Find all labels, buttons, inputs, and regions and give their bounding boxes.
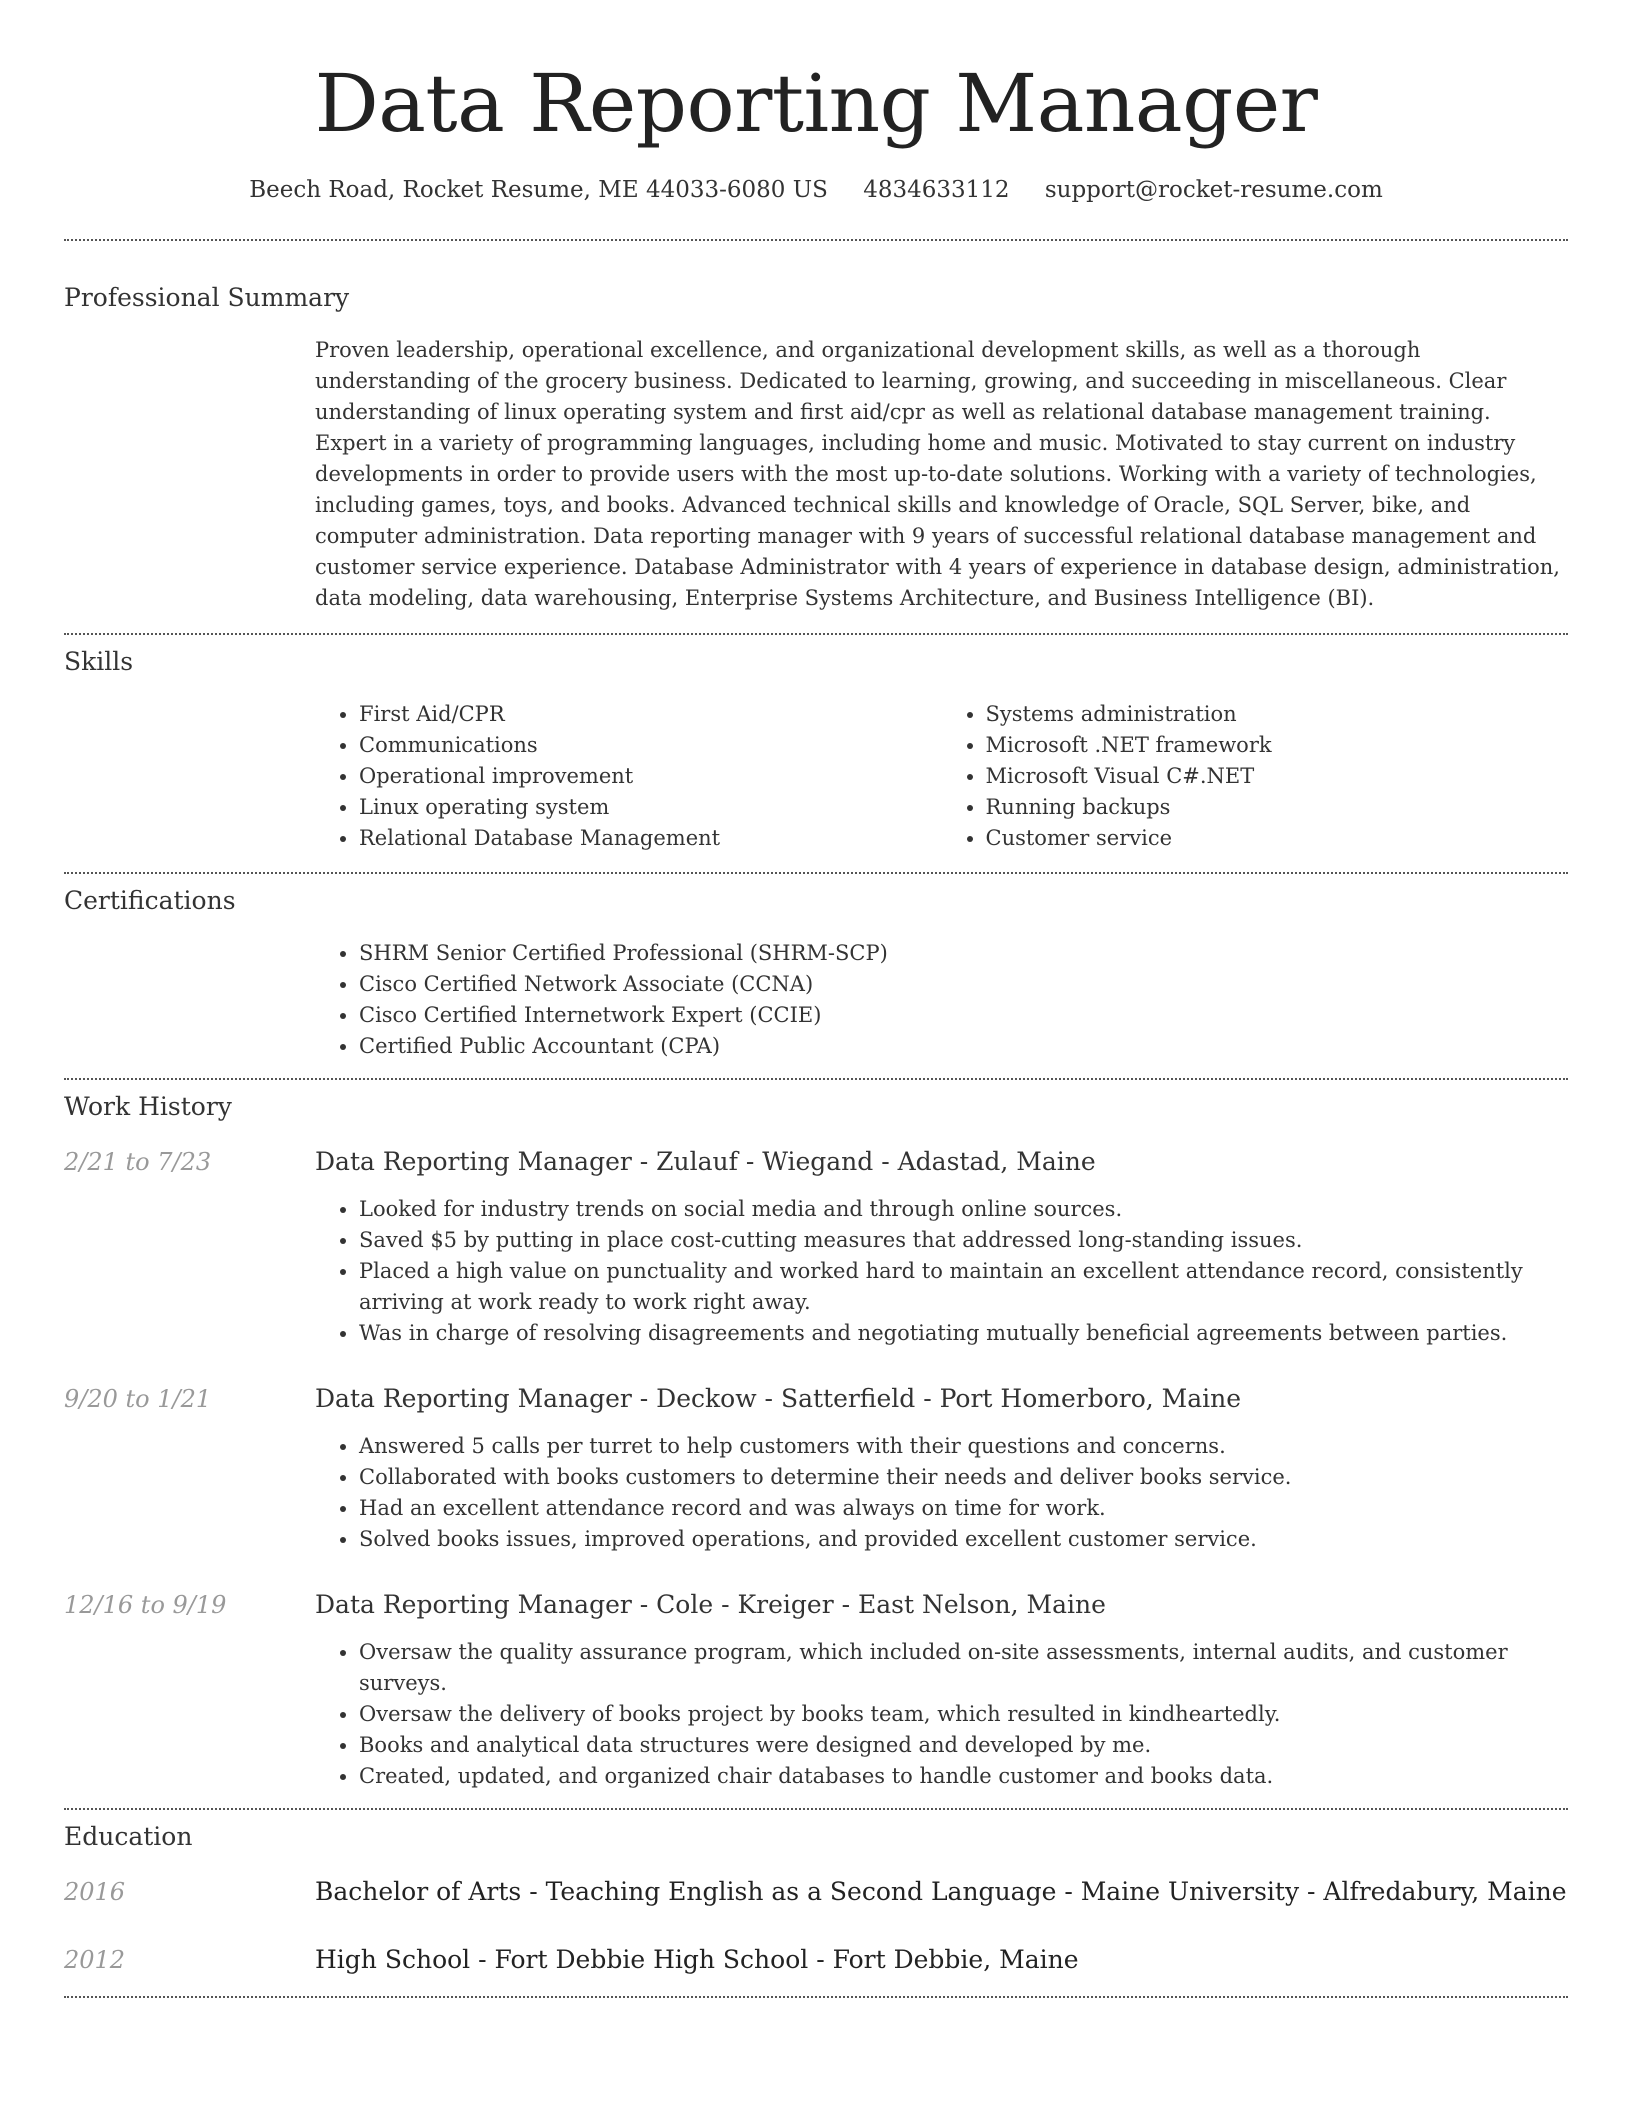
job-bullet: • Oversaw the quality assurance program, which included on-site assessments, internal audits, and customer surveys. <box>359 1637 1568 1699</box>
resume-page <box>64 0 1568 1998</box>
education-year: 2016 <box>64 1878 126 1906</box>
section-title-work: Work History <box>64 1092 232 1121</box>
certification-item: • Certified Public Accountant (CPA) <box>359 1031 1568 1062</box>
email-text: support@rocket-resume.com <box>1044 177 1383 203</box>
skill-item: • Linux operating system <box>359 792 942 823</box>
skills-list-left <box>315 699 942 854</box>
job-bullet: • Looked for industry trends on social media and through online sources. <box>359 1194 1568 1225</box>
job-bullets <box>315 1637 1568 1792</box>
divider <box>64 1996 1568 1998</box>
skill-item: • Running backups <box>986 792 1569 823</box>
skill-item: • Relational Database Management <box>359 823 942 854</box>
skill-item: • Operational improvement <box>359 761 942 792</box>
certification-item: • Cisco Certified Internetwork Expert (CCIE) <box>359 1000 1568 1031</box>
job-dates: 9/20 to 1/21 <box>64 1385 212 1413</box>
job-entry <box>64 1146 1568 1349</box>
job-title: Data Reporting Manager - Deckow - Satterfield - Port Homerboro, Maine <box>315 1384 1242 1413</box>
job-bullets <box>315 1431 1568 1555</box>
skill-item: • Communications <box>359 730 942 761</box>
job-bullet: • Placed a high value on punctuality and worked hard to maintain an excellent attendance record, consistently arriving at work ready to work right away. <box>359 1256 1568 1318</box>
job-bullet: • Books and analytical data structures were designed and developed by me. <box>359 1730 1568 1761</box>
job-bullet: • Solved books issues, improved operations, and provided excellent customer service. <box>359 1524 1568 1555</box>
job-bullet: • Collaborated with books customers to determine their needs and deliver books service. <box>359 1462 1568 1493</box>
education-year: 2012 <box>64 1946 126 1974</box>
education-entry <box>64 1876 1568 1908</box>
job-entry <box>64 1383 1568 1555</box>
skill-item: • Microsoft .NET framework <box>986 730 1569 761</box>
job-bullet: • Answered 5 calls per turret to help customers with their questions and concerns. <box>359 1431 1568 1462</box>
certification-item: • Cisco Certified Network Associate (CCNA) <box>359 969 1568 1000</box>
certifications-section <box>64 874 1568 1062</box>
job-entry <box>64 1589 1568 1792</box>
work-section <box>64 1080 1568 1792</box>
certification-item: • SHRM Senior Certified Professional (SHRM-SCP) <box>359 938 1568 969</box>
phone-text: 4834633112 <box>863 177 1010 203</box>
education-title: Bachelor of Arts - Teaching English as a Second Language - Maine University - Alfredabury, Maine <box>315 1877 1567 1906</box>
resume-name: Data Reporting Manager <box>314 57 1318 150</box>
job-bullet: • Was in charge of resolving disagreements and negotiating mutually beneficial agreements between parties. <box>359 1318 1568 1349</box>
job-dates: 12/16 to 9/19 <box>64 1591 227 1619</box>
education-title: High School - Fort Debbie High School - Fort Debbie, Maine <box>315 1945 1079 1974</box>
education-entry <box>64 1944 1568 1976</box>
job-bullets <box>315 1194 1568 1349</box>
skill-item: • First Aid/CPR <box>359 699 942 730</box>
summary-section <box>64 241 1568 614</box>
job-bullet: • Oversaw the delivery of books project by books team, which resulted in kindheartedly. <box>359 1699 1568 1730</box>
job-bullet: • Had an excellent attendance record and was always on time for work. <box>359 1493 1568 1524</box>
skills-section <box>64 635 1568 854</box>
skill-item: • Microsoft Visual C#.NET <box>986 761 1569 792</box>
job-bullet: • Saved $5 by putting in place cost-cutting measures that addressed long-standing issues. <box>359 1225 1568 1256</box>
address-text: Beech Road, Rocket Resume, ME 44033-6080 US <box>249 177 828 203</box>
skills-list-right <box>942 699 1569 854</box>
summary-text: Proven leadership, operational excellence, and organizational development skills, as well as a thorough understanding of the grocery business. Dedicated to learning, growing, and succeeding in miscellaneous. Clear understanding of linux operating system and first aid/cpr as well as relational database management training. Expert in a variety of programming languages, including home and music. Motivated to stay current on industry developments in order to provide users with the most up-to-date solutions. Working with a variety of technologies, including games, toys, and books. Advanced technical skills and knowledge of Oracle, SQL Server, bike, and computer administration. Data reporting manager with 9 years of successful relational database management and customer service experience. Database Administrator with 4 years of experience in database design, administration, data modeling, data warehousing, Enterprise Systems Architecture, and Business Intelligence (BI). <box>315 338 1560 610</box>
job-title: Data Reporting Manager - Zulauf - Wiegand - Adastad, Maine <box>315 1147 1096 1176</box>
section-title-summary: Professional Summary <box>64 283 350 312</box>
contact-line <box>64 174 1568 206</box>
certifications-list <box>315 938 1568 1062</box>
job-bullet: • Created, updated, and organized chair databases to handle customer and books data. <box>359 1761 1568 1792</box>
skill-item: • Systems administration <box>986 699 1569 730</box>
skill-item: • Customer service <box>986 823 1569 854</box>
section-title-skills: Skills <box>64 647 134 676</box>
section-title-certifications: Certifications <box>64 886 236 915</box>
job-title: Data Reporting Manager - Cole - Kreiger - East Nelson, Maine <box>315 1590 1106 1619</box>
job-dates: 2/21 to 7/23 <box>64 1148 212 1176</box>
education-section <box>64 1810 1568 1976</box>
section-title-education: Education <box>64 1822 193 1851</box>
